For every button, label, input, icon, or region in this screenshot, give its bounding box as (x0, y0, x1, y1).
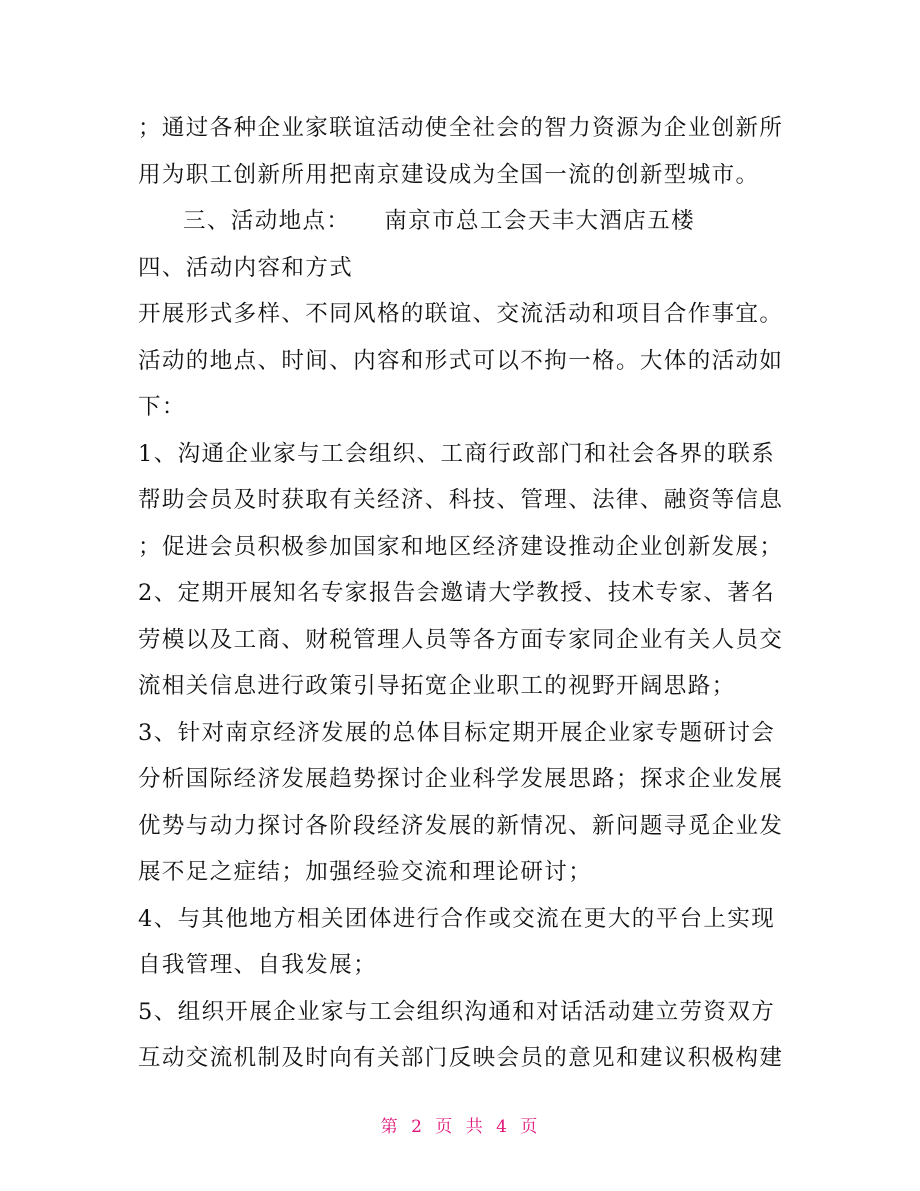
list-item-4: 4、与其他地方相关团体进行合作或交流在更大的平台上实现 (138, 905, 776, 932)
list-item-5: 5、组织开展企业家与工会组织沟通和对话活动建立劳资双方 (138, 998, 776, 1025)
page-footer (0, 1112, 920, 1137)
venue-label: 三、活动地点： (183, 208, 351, 234)
paragraph-line: 开展形式多样、不同风格的联谊、交流活动和项目合作事宜。 (138, 301, 784, 327)
paragraph-line: 自我管理、自我发展； (138, 952, 378, 978)
document-body (138, 105, 798, 1082)
paragraph-line: 劳模以及工商、财税管理人员等各方面专家同企业有关人员交 (138, 626, 784, 653)
footer-total-unit: 页 (520, 1117, 540, 1137)
paragraph-line: 展不足之症结；加强经验交流和理论研讨； (138, 859, 593, 885)
footer-page-unit: 页 (435, 1117, 455, 1137)
list-item-2: 2、定期开展知名专家报告会邀请大学教授、技术专家、著名 (138, 580, 776, 606)
paragraph-line: 互动交流机制及时向有关部门反映会员的意见和建议积极构建 (138, 1045, 784, 1071)
paragraph-line: 活动的地点、时间、内容和形式可以不拘一格。大体的活动如 (138, 347, 784, 374)
list-item-3: 3、针对南京经济发展的总体目标定期开展企业家专题研讨会 (138, 719, 776, 746)
venue-value: 南京市总工会天丰大酒店五楼 (384, 208, 696, 234)
paragraph-line: ；通过各种企业家联谊活动使全社会的智力资源为企业创新所 (138, 115, 784, 141)
footer-total-word: 共 (465, 1117, 485, 1137)
venue-line (138, 198, 798, 245)
paragraph-line: 下： (138, 394, 186, 420)
paragraph-line: 分析国际经济发展趋势探讨企业科学发展思路；探求企业发展 (138, 766, 784, 792)
footer-total-pages: 4 (496, 1117, 509, 1137)
list-item-1: 1、沟通企业家与工会组织、工商行政部门和社会各界的联系 (138, 440, 776, 467)
paragraph-line: ；促进会员积极参加国家和地区经济建设推动企业创新发展； (138, 533, 784, 560)
paragraph-line: 优势与动力探讨各阶段经济发展的新情况、新问题寻觅企业发 (138, 812, 784, 839)
paragraph-line: 用为职工创新所用把南京建设成为全国一流的创新型城市。 (138, 161, 760, 188)
footer-page-number: 2 (411, 1117, 424, 1137)
footer-page-word: 第 (380, 1117, 400, 1137)
paragraph-line: 帮助会员及时获取有关经济、科技、管理、法律、融资等信息 (138, 487, 784, 513)
section-heading: 四、活动内容和方式 (138, 254, 354, 281)
paragraph-line: 流相关信息进行政策引导拓宽企业职工的视野开阔思路； (138, 673, 736, 699)
